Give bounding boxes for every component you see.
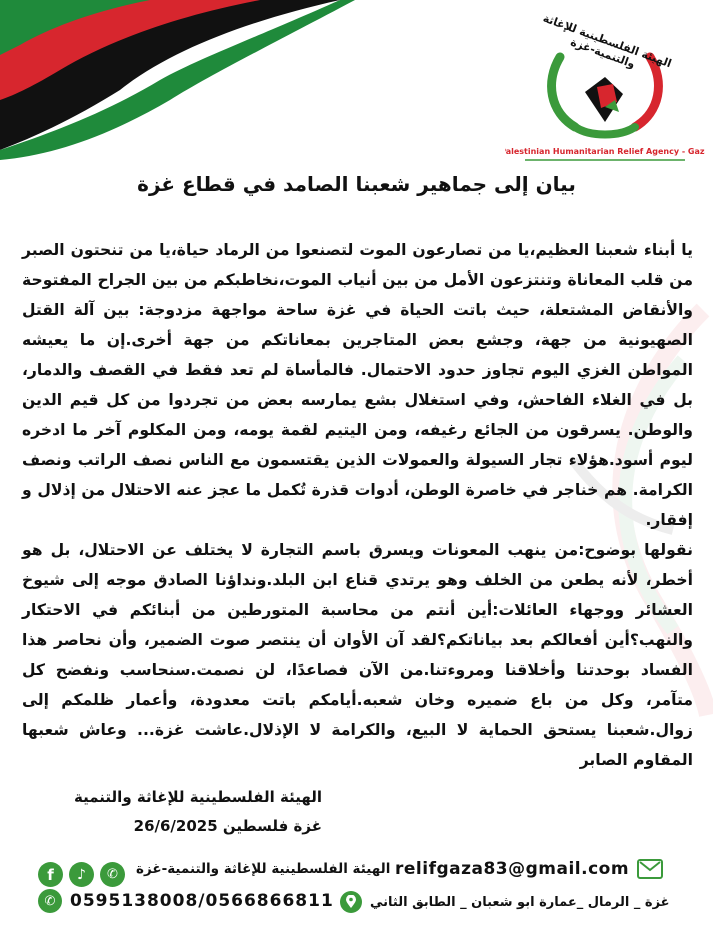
- email-icon: [637, 859, 663, 879]
- whatsapp-icon[interactable]: ✆: [100, 862, 125, 887]
- body-paragraph: يا أبناء شعبنا العظيم،يا من تصارعون الموت لتصنعوا من الرماد حياة،يا من تنحتون الصبر من قلب المعاناة وتنتزعون الأمل من بين أنياب الموت،نخاطبكم من بين الجراح المفتوحة والأنقاض المشتعلة، حيث باتت الحياة في غزة ساحة مواجهة مزدوجة: بين آلة القتل الصهيونية من جهة، وجشع بعض المتاجرين بمعاناتكم من جهة أخرى.إن ما يعيشه المواطن الغزي اليوم تجاوز حدود الاحتمال. فالمأساة لم تعد فقط في القصف والدمار، بل في الغلاء الفاحش، وفي استغلال بشع يمارسه بعض من تجردوا من كل قيم الدين والوطن. يسرقون من الجائع رغيفه، ومن اليتيم لقمة يومه، ومن المكلوم آخر ما ادخره ليوم أسود.هؤلاء تجار السيولة والعمولات الذين يقتسمون مع الناس نصف الراتب ونصف الكرامة. هم خناجر في خاصرة الوطن، أدوات قذرة تُكمل ما عجز عنه الاحتلال من إذلال و إفقار.: [22, 241, 693, 529]
- phone-numbers: 0595138008/0566866811: [70, 891, 334, 911]
- statement-body: [22, 235, 693, 775]
- logo-english-name: Palestinian Humanitarian Relief Agency - Gaza: [505, 147, 705, 156]
- address-contact: [340, 891, 670, 913]
- signature-place-date: غزة فلسطين 26/6/2025: [133, 817, 322, 835]
- body-paragraph: نقولها بوضوح:من ينهب المعونات ويسرق باسم التجارة لا يختلف عن الاحتلال، بل هو أخطر، لأنه يطعن من الخلف وهو يرتدي قناع ابن البلد.ونداؤنا الصادق موجه إلى شيوخ العشائر ووجهاء العائلات:أين أنتم من محاسبة المتورطين من أبنائكم في الاحتكار والنهب؟أين أفعالكم بعد بياناتكم؟لقد آن الأوان أن ينتصر صوت الضمير، وأن نحاصر هذا الفساد بوحدتنا وأخلاقنا ومروءتنا.من الآن فصاعدًا، لن نصمت.سنحاسب ونفضح كل متآمر، وكل من باع ضميره وخان شعبه.أيامكم باتت معدودة، وأعمار ظلمكم إلى زوال.شعبنا يستحق الحماية لا البيع، والكرامة لا الإذلال.عاشت غزة... وعاش شعبها المقاوم الصابر: [22, 541, 693, 769]
- signature-org: الهيئة الفلسطينية للإغاثة والتنمية: [74, 788, 322, 806]
- social-handle[interactable]: [136, 861, 390, 877]
- social-handle-text: الهيئة الفلسطينية للإغاثة والتنمية-غزة: [136, 861, 391, 877]
- location-icon: [340, 891, 362, 913]
- phone-contact[interactable]: [38, 889, 334, 913]
- page-title: بيان إلى جماهير شعبنا الصامد في قطاع غزة: [137, 172, 576, 196]
- phone-icon: ✆: [38, 889, 62, 913]
- contact-footer: [0, 852, 713, 951]
- email-address: relifgaza83@gmail.com: [395, 859, 630, 879]
- address-text: غزة _ الرمال _عمارة ابو شعبان _ الطابق الثاني: [370, 894, 670, 910]
- organization-logo: [505, 12, 705, 172]
- tiktok-icon[interactable]: ♪: [69, 862, 94, 887]
- email-contact[interactable]: [395, 859, 663, 879]
- signature-block: [22, 783, 322, 841]
- facebook-icon[interactable]: f: [38, 862, 63, 887]
- logo-arabic-name: الهيئة الفلسطينية للإغاثة والتنمية-غزة: [541, 11, 674, 71]
